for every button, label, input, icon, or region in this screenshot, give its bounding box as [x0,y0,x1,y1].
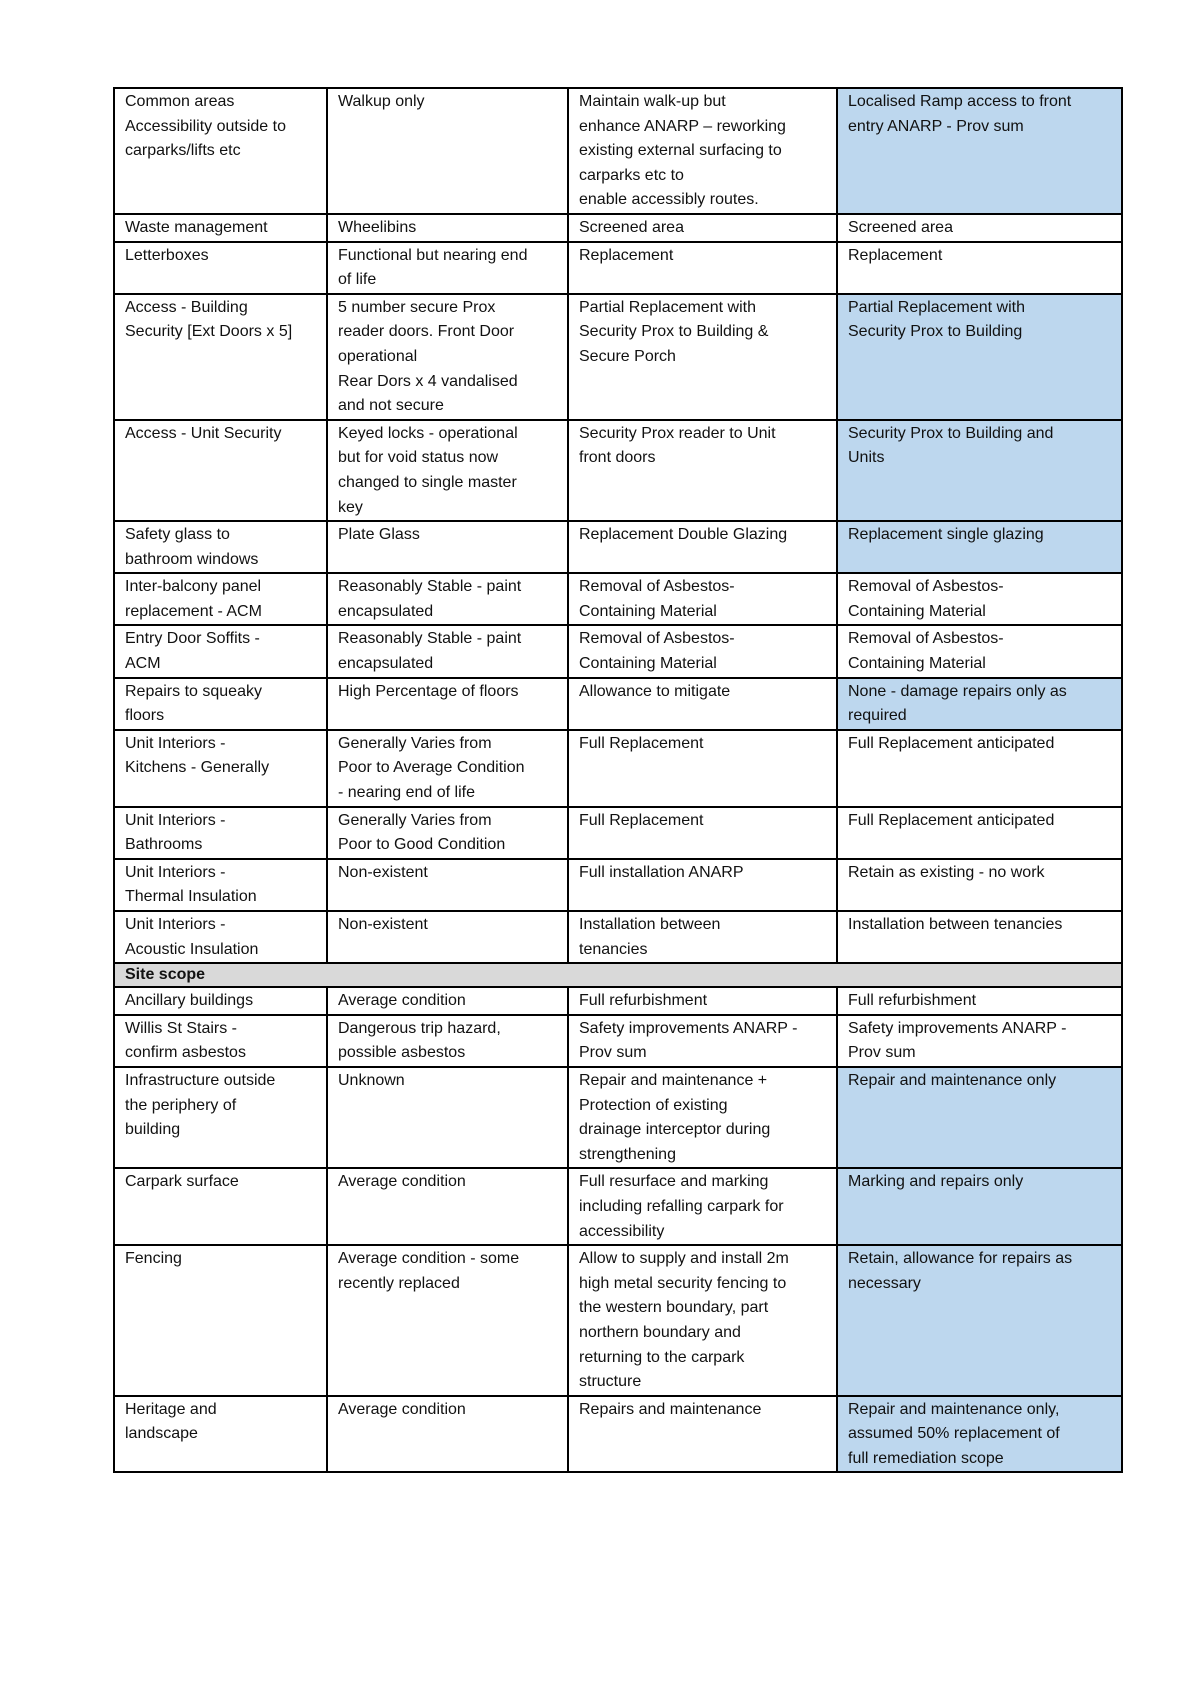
table-row [114,1245,1122,1396]
reduced-scope-cell: None - damage repairs only as required [837,678,1122,730]
item-cell: Ancillary buildings [114,987,327,1015]
existing-condition-cell: Average condition - some recently replaced [327,1245,568,1396]
existing-condition-cell: Reasonably Stable - paint encapsulated [327,573,568,625]
item-cell: Safety glass to bathroom windows [114,521,327,573]
item-cell: Letterboxes [114,242,327,294]
full-scope-cell: Repairs and maintenance [568,1396,837,1473]
item-cell: Unit Interiors - Thermal Insulation [114,859,327,911]
table-row [114,678,1122,730]
reduced-scope-cell: Partial Replacement with Security Prox to Building [837,294,1122,420]
item-cell: Fencing [114,1245,327,1396]
reduced-scope-cell: Localised Ramp access to front entry ANARP - Prov sum [837,88,1122,214]
existing-condition-cell: Average condition [327,987,568,1015]
existing-condition-cell: Non-existent [327,859,568,911]
existing-condition-cell: High Percentage of floors [327,678,568,730]
full-scope-cell: Full resurface and marking including refalling carpark for accessibility [568,1168,837,1245]
existing-condition-cell: Unknown [327,1067,568,1168]
full-scope-cell: Screened area [568,214,837,242]
item-cell: Unit Interiors - Kitchens - Generally [114,730,327,807]
full-scope-cell: Safety improvements ANARP - Prov sum [568,1015,837,1067]
reduced-scope-cell: Repair and maintenance only, assumed 50% replacement of full remediation scope [837,1396,1122,1473]
table-row [114,88,1122,214]
section-header-row [114,963,1122,987]
reduced-scope-cell: Full Replacement anticipated [837,807,1122,859]
full-scope-cell: Replacement Double Glazing [568,521,837,573]
reduced-scope-cell: Repair and maintenance only [837,1067,1122,1168]
item-cell: Repairs to squeaky floors [114,678,327,730]
item-cell: Carpark surface [114,1168,327,1245]
table-row [114,859,1122,911]
table-row [114,1168,1122,1245]
reduced-scope-cell: Marking and repairs only [837,1168,1122,1245]
reduced-scope-cell: Screened area [837,214,1122,242]
existing-condition-cell: Reasonably Stable - paint encapsulated [327,625,568,677]
reduced-scope-cell: Removal of Asbestos- Containing Material [837,625,1122,677]
existing-condition-cell: Non-existent [327,911,568,963]
table-row [114,911,1122,963]
reduced-scope-cell: Retain as existing - no work [837,859,1122,911]
item-cell: Access - Unit Security [114,420,327,521]
scope-table-body [114,88,1122,1472]
item-cell: Entry Door Soffits - ACM [114,625,327,677]
reduced-scope-cell: Installation between tenancies [837,911,1122,963]
item-cell: Willis St Stairs - confirm asbestos [114,1015,327,1067]
item-cell: Unit Interiors - Bathrooms [114,807,327,859]
full-scope-cell: Allow to supply and install 2m high metal security fencing to the western boundary, part northern boundary and returning to the carpark structure [568,1245,837,1396]
full-scope-cell: Full refurbishment [568,987,837,1015]
full-scope-cell: Replacement [568,242,837,294]
table-row [114,1067,1122,1168]
table-row [114,242,1122,294]
existing-condition-cell: Average condition [327,1396,568,1473]
full-scope-cell: Full Replacement [568,730,837,807]
existing-condition-cell: Dangerous trip hazard, possible asbestos [327,1015,568,1067]
item-cell: Access - Building Security [Ext Doors x 5] [114,294,327,420]
full-scope-cell: Full installation ANARP [568,859,837,911]
existing-condition-cell: Plate Glass [327,521,568,573]
reduced-scope-cell: Retain, allowance for repairs as necessary [837,1245,1122,1396]
table-row [114,625,1122,677]
full-scope-cell: Allowance to mitigate [568,678,837,730]
table-row [114,214,1122,242]
full-scope-cell: Partial Replacement with Security Prox to Building & Secure Porch [568,294,837,420]
item-cell: Waste management [114,214,327,242]
existing-condition-cell: Generally Varies from Poor to Average Condition - nearing end of life [327,730,568,807]
table-row [114,730,1122,807]
table-row [114,1015,1122,1067]
existing-condition-cell: Walkup only [327,88,568,214]
table-row [114,521,1122,573]
full-scope-cell: Full Replacement [568,807,837,859]
reduced-scope-cell: Removal of Asbestos- Containing Material [837,573,1122,625]
item-cell: Unit Interiors - Acoustic Insulation [114,911,327,963]
reduced-scope-cell: Full refurbishment [837,987,1122,1015]
full-scope-cell: Removal of Asbestos- Containing Material [568,573,837,625]
table-row [114,807,1122,859]
table-row [114,573,1122,625]
reduced-scope-cell: Replacement single glazing [837,521,1122,573]
item-cell: Infrastructure outside the periphery of building [114,1067,327,1168]
full-scope-cell: Repair and maintenance + Protection of existing drainage interceptor during strengthening [568,1067,837,1168]
existing-condition-cell: Generally Varies from Poor to Good Condition [327,807,568,859]
full-scope-cell: Maintain walk-up but enhance ANARP – reworking existing external surfacing to carparks etc to enable accessibly routes. [568,88,837,214]
existing-condition-cell: Functional but nearing end of life [327,242,568,294]
item-cell: Common areas Accessibility outside to carparks/lifts etc [114,88,327,214]
table-row [114,420,1122,521]
existing-condition-cell: Average condition [327,1168,568,1245]
full-scope-cell: Security Prox reader to Unit front doors [568,420,837,521]
table-row [114,1396,1122,1473]
table-row [114,987,1122,1015]
full-scope-cell: Installation between tenancies [568,911,837,963]
reduced-scope-cell: Full Replacement anticipated [837,730,1122,807]
reduced-scope-cell: Security Prox to Building and Units [837,420,1122,521]
reduced-scope-cell: Safety improvements ANARP - Prov sum [837,1015,1122,1067]
full-scope-cell: Removal of Asbestos- Containing Material [568,625,837,677]
existing-condition-cell: 5 number secure Prox reader doors. Front Door operational Rear Dors x 4 vandalised and not secure [327,294,568,420]
reduced-scope-cell: Replacement [837,242,1122,294]
table-row [114,294,1122,420]
existing-condition-cell: Wheelibins [327,214,568,242]
item-cell: Heritage and landscape [114,1396,327,1473]
scope-table [113,87,1123,1473]
existing-condition-cell: Keyed locks - operational but for void status now changed to single master key [327,420,568,521]
item-cell: Inter-balcony panel replacement - ACM [114,573,327,625]
section-title: Site scope [114,963,1122,987]
